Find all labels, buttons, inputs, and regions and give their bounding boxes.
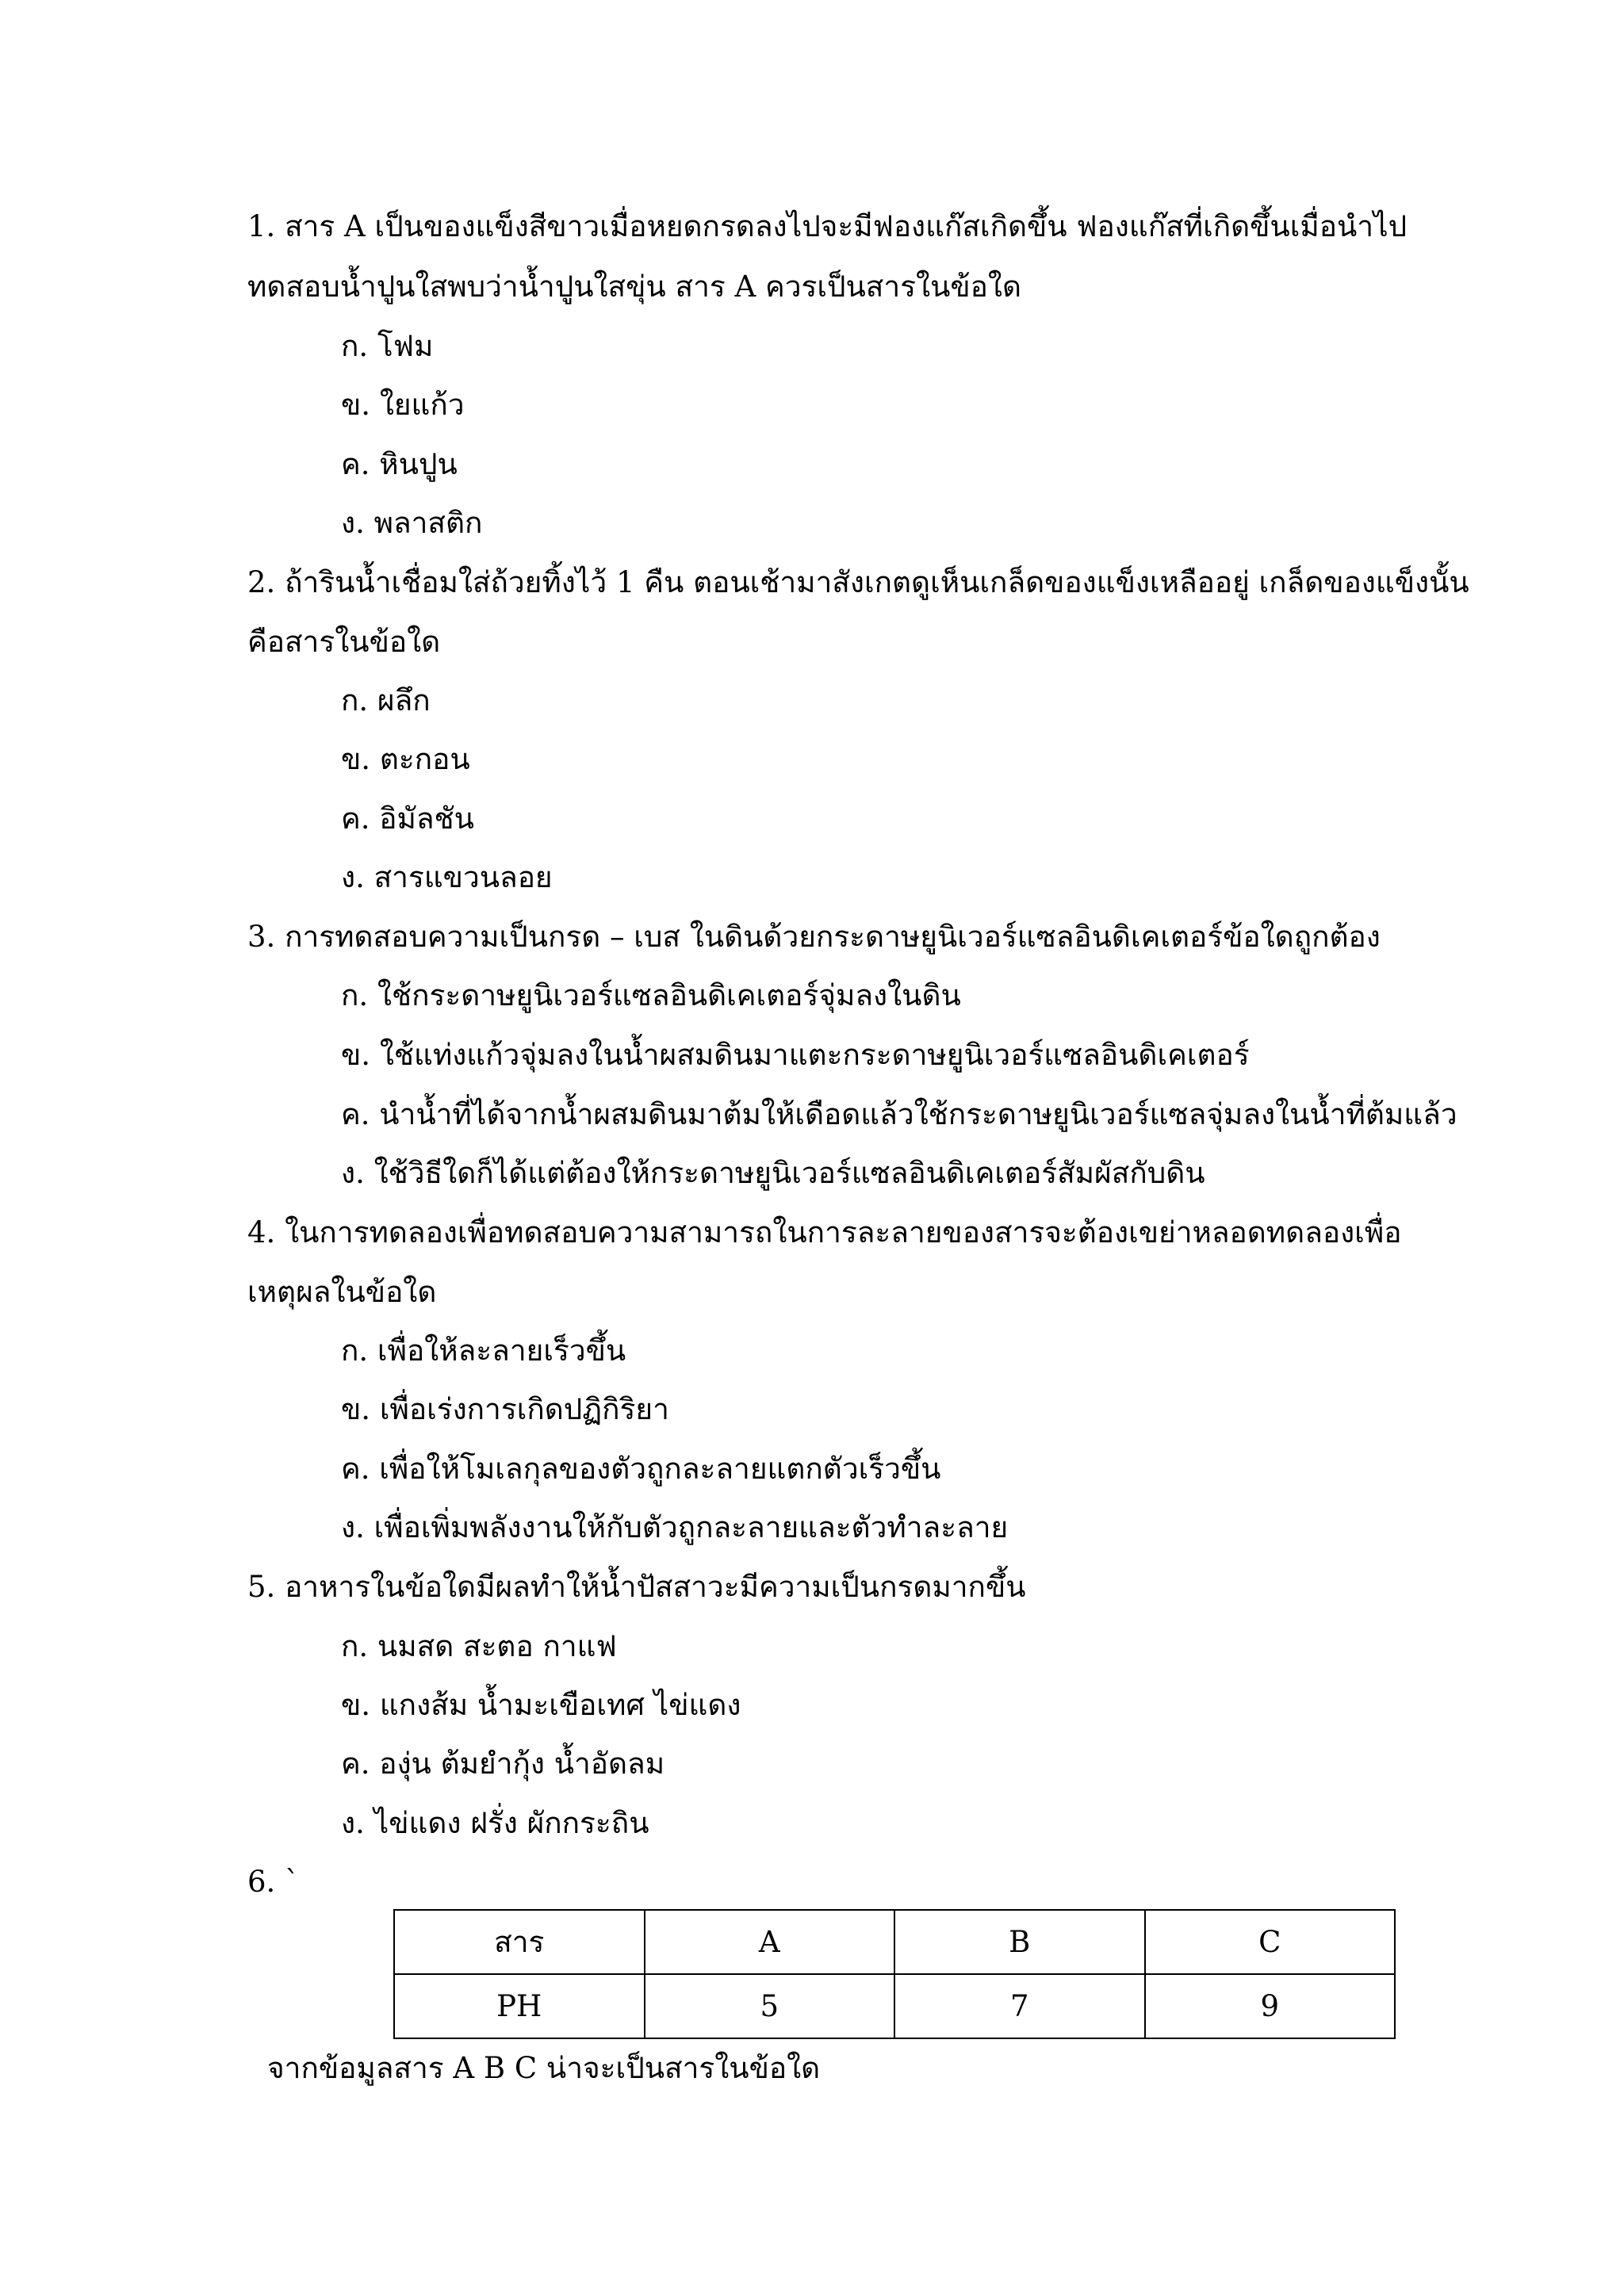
q5-option-b: ข. แกงส้ม น้ำมะเขือเทศ ไข่แดง — [341, 1688, 741, 1722]
q5-option-a: ก. นมสด สะตอ กาแฟ — [341, 1629, 617, 1663]
q1-option-b: ข. ใยแก้ว — [341, 388, 465, 422]
q4-option-b: ข. เพื่อเร่งการเกิดปฏิกิริยา — [341, 1392, 669, 1426]
table-cell: สาร — [394, 1910, 645, 1974]
q6-label: 6. ` — [247, 1865, 300, 1899]
q4-stem-line-2: เหตุผลในข้อใด — [247, 1275, 437, 1309]
q3-stem-line-1: 3. การทดสอบความเป็นกรด – เบส ในดินด้วยกระดาษยูนิเวอร์แซลอินดิเคเตอร์ข้อใดถูกต้อง — [247, 920, 1381, 954]
table-row — [394, 1910, 1395, 1974]
q3-option-b: ข. ใช้แท่งแก้วจุ่มลงในน้ำผสมดินมาแตะกระดาษยูนิเวอร์แซลอินดิเคเตอร์ — [341, 1038, 1250, 1072]
q4-option-d: ง. เพื่อเพิ่มพลังงานให้กับตัวถูกละลายและตัวทำละลาย — [341, 1510, 1009, 1544]
q3-option-c: ค. นำน้ำที่ได้จากน้ำผสมดินมาต้มให้เดือดแล้วใช้กระดาษยูนิเวอร์แซลจุ่มลงในน้ำที่ต้มแล้ว — [341, 1097, 1457, 1131]
q2-option-b: ข. ตะกอน — [341, 742, 470, 776]
q1-option-d: ง. พลาสติก — [341, 506, 483, 540]
q5-option-d: ง. ไข่แดง ฝรั่ง ผักกระถิน — [341, 1806, 649, 1840]
table-cell: 5 — [645, 1974, 895, 2038]
q2-stem-line-2: คือสารในข้อใด — [247, 625, 441, 659]
q1-stem-line-1: 1. สาร A เป็นของแข็งสีขาวเมื่อหยดกรดลงไปจะมีฟองแก๊สเกิดขึ้น ฟองแก๊สที่เกิดขึ้นเมื่อนำไป — [247, 209, 1408, 243]
q1-option-c: ค. หินปูน — [341, 447, 458, 481]
table-cell: PH — [394, 1974, 645, 2038]
table-row — [394, 1974, 1395, 2038]
q5-stem-line-1: 5. อาหารในข้อใดมีผลทำให้น้ำปัสสาวะมีความเป็นกรดมากขึ้น — [247, 1570, 1026, 1604]
ph-table — [393, 1909, 1396, 2039]
q4-stem-line-1: 4. ในการทดลองเพื่อทดสอบความสามารถในการละลายของสารจะต้องเขย่าหลอดทดลองเพื่อ — [247, 1215, 1402, 1249]
q2-option-a: ก. ผลึก — [341, 683, 431, 718]
q2-stem-line-1: 2. ถ้ารินน้ำเชื่อมใส่ถ้วยทิ้งไว้ 1 คืน ตอนเช้ามาสังเกตดูเห็นเกล็ดของแข็งเหลืออยู่ เกล็ดของแข็งนั้น — [247, 565, 1469, 599]
q1-stem-line-2: ทดสอบน้ำปูนใสพบว่าน้ำปูนใสขุ่น สาร A ควรเป็นสารในข้อใด — [247, 270, 1021, 304]
q4-option-a: ก. เพื่อให้ละลายเร็วขึ้น — [341, 1334, 626, 1368]
table-cell: C — [1145, 1910, 1396, 1974]
q4-option-c: ค. เพื่อให้โมเลกุลของตัวถูกละลายแตกตัวเร็วขึ้น — [341, 1452, 941, 1486]
q3-option-a: ก. ใช้กระดาษยูนิเวอร์แซลอินดิเคเตอร์จุ่มลงในดิน — [341, 978, 961, 1012]
q3-option-d: ง. ใช้วิธีใดก็ได้แต่ต้องให้กระดาษยูนิเวอร์แซลอินดิเคเตอร์สัมผัสกับดิน — [341, 1156, 1205, 1190]
table-cell: A — [645, 1910, 895, 1974]
table-cell: 7 — [894, 1974, 1145, 2038]
q2-option-d: ง. สารแขวนลอย — [341, 860, 553, 894]
q2-option-c: ค. อิมัลชัน — [341, 802, 474, 836]
q1-option-a: ก. โฟม — [341, 329, 434, 363]
table-cell: 9 — [1145, 1974, 1396, 2038]
q5-option-c: ค. องุ่น ต้มยำกุ้ง น้ำอัดลม — [341, 1747, 665, 1781]
table-cell: B — [894, 1910, 1145, 1974]
q6-note: จากข้อมูลสาร A B C น่าจะเป็นสารในข้อใด — [267, 2051, 821, 2085]
